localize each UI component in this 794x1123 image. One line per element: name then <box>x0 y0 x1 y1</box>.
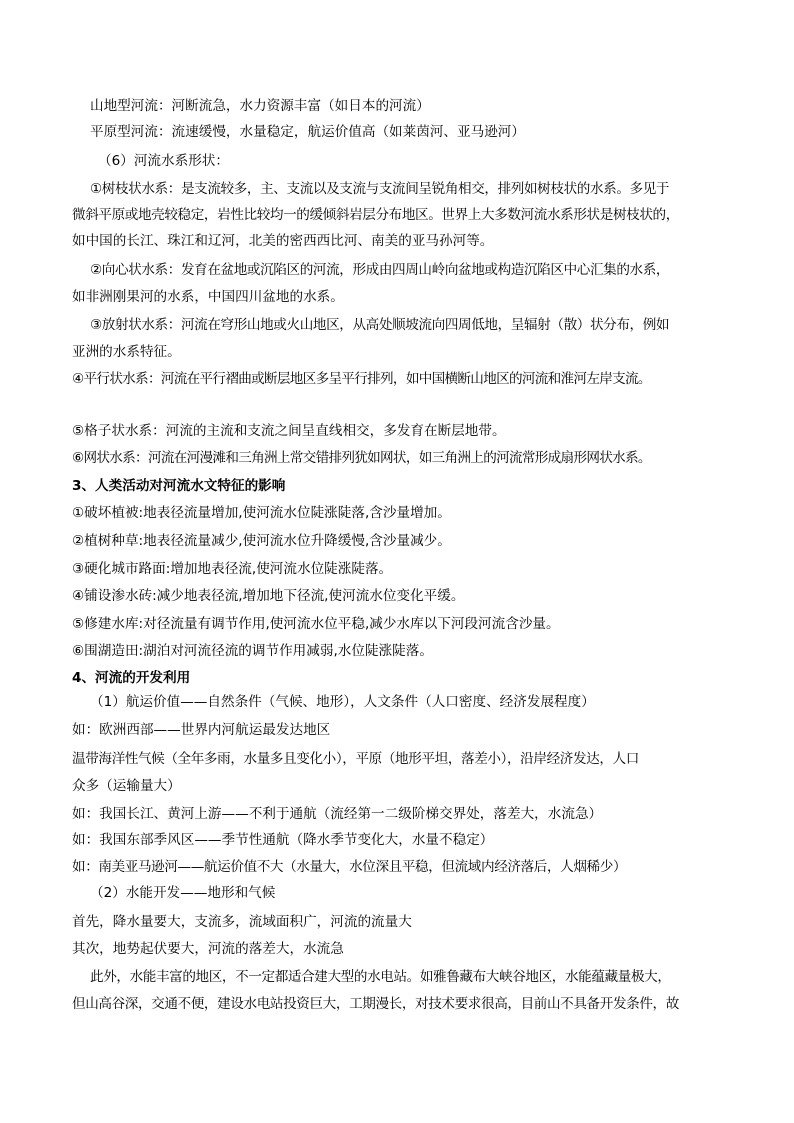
text-line: 温带海洋性气候（全年多雨，水量多且变化小），平原（地形平坦，落差小），沿岸经济发达，人口 <box>72 751 639 767</box>
text-line: ⑥网状水系：河流在河漫滩和三角洲上常交错排列犹如网状，如三角洲上的河流常形成扇形网状水系。 <box>72 450 651 466</box>
text-line: ④铺设渗水砖:减少地表径流,增加地下径流,使河流水位变化平缓。 <box>72 588 465 604</box>
text-line: 但山高谷深，交通不便，建设水电站投资巨大，工期漫长，对技术要求很高，目前山不具备开发条件，故 <box>72 996 679 1012</box>
text-line: 山地型河流：河断流急，水力资源丰富（如日本的河流） <box>90 98 430 114</box>
text-line: ④平行状水系：河流在平行褶曲或断层地区多呈平行排列，如中国横断山地区的河流和淮河左岸支流。 <box>72 371 651 387</box>
text-line: ⑥围湖造田:湖泊对河流径流的调节作用减弱,水位陡涨陡落。 <box>72 643 433 659</box>
text-line: ⑤格子状水系：河流的主流和支流之间呈直线相交，多发育在断层地带。 <box>72 423 506 439</box>
text-line: ②向心状水系：发育在盆地或沉陷区的河流，形成由四周山岭向盆地或构造沉陷区中心汇集的水系， <box>90 262 670 278</box>
text-line: ⑤修建水库:对径流量有调节作用,使河流水位平稳,减少水库以下河段河流含沙量。 <box>72 616 560 632</box>
subsection-heading: （2）水能开发——地形和气候 <box>90 885 276 901</box>
section-heading: 3、人类活动对河流水文特征的影响 <box>72 478 286 494</box>
text-line: 如：欧洲西部——世界内河航运最发达地区 <box>72 722 331 738</box>
text-line: ③放射状水系：河流在穹形山地或火山地区，从高处顺坡流向四周低地，呈辐射（散）状分布，例如 <box>90 317 670 333</box>
text-line: 首先，降水量要大，支流多，流域面积广，河流的流量大 <box>72 914 412 930</box>
text-line: 如：南美亚马逊河——航运价值不大（水量大，水位深且平稳，但流域内经济落后，人烟稀少） <box>72 859 627 875</box>
text-line: 如：我国东部季风区——季节性通航（降水季节变化大，水量不稳定） <box>72 832 494 848</box>
text-line: 如中国的长江、珠江和辽河，北美的密西西比河、南美的亚马孙河等。 <box>72 233 494 249</box>
text-line: ①树枝状水系：是支流较多，主、支流以及支流与支流间呈锐角相交，排列如树枝状的水系。多见于 <box>90 181 670 197</box>
text-line: 其次，地势起伏要大，河流的落差大，水流急 <box>72 941 344 957</box>
text-line: 微斜平原或地壳较稳定，岩性比较均一的缓倾斜岩层分布地区。世界上大多数河流水系形状是树枝状的， <box>72 207 679 223</box>
subsection-heading: （1）航运价值——自然条件（气候、地形），人文条件（人口密度、经济发展程度） <box>90 694 595 710</box>
text-line: 众多（运输量大） <box>72 778 181 794</box>
text-line: 亚洲的水系特征。 <box>72 344 181 360</box>
subsection-heading: （6）河流水系形状： <box>98 153 229 169</box>
text-line: 如：我国长江、黄河上游——不利于通航（流经第一二级阶梯交界处，落差大，水流急） <box>72 806 603 822</box>
text-line: ③硬化城市路面:增加地表径流,使河流水位陡涨陡落。 <box>72 561 393 577</box>
text-line: 如非洲刚果河的水系，中国四川盆地的水系。 <box>72 289 344 305</box>
text-line: 平原型河流：流速缓慢，水量稳定，航运价值高（如莱茵河、亚马逊河） <box>90 124 525 140</box>
text-line: ①破坏植被:地表径流量增加,使河流水位陡涨陡落,含沙量增加。 <box>72 505 451 521</box>
text-line: 此外，水能丰富的地区，不一定都适合建大型的水电站。如雅鲁藏布大峡谷地区，水能蕴藏量极大， <box>90 969 671 985</box>
section-heading: 4、河流的开发利用 <box>72 670 191 686</box>
text-line: ②植树种草:地表径流量减少,使河流水位升降缓慢,含沙量减少。 <box>72 533 451 549</box>
